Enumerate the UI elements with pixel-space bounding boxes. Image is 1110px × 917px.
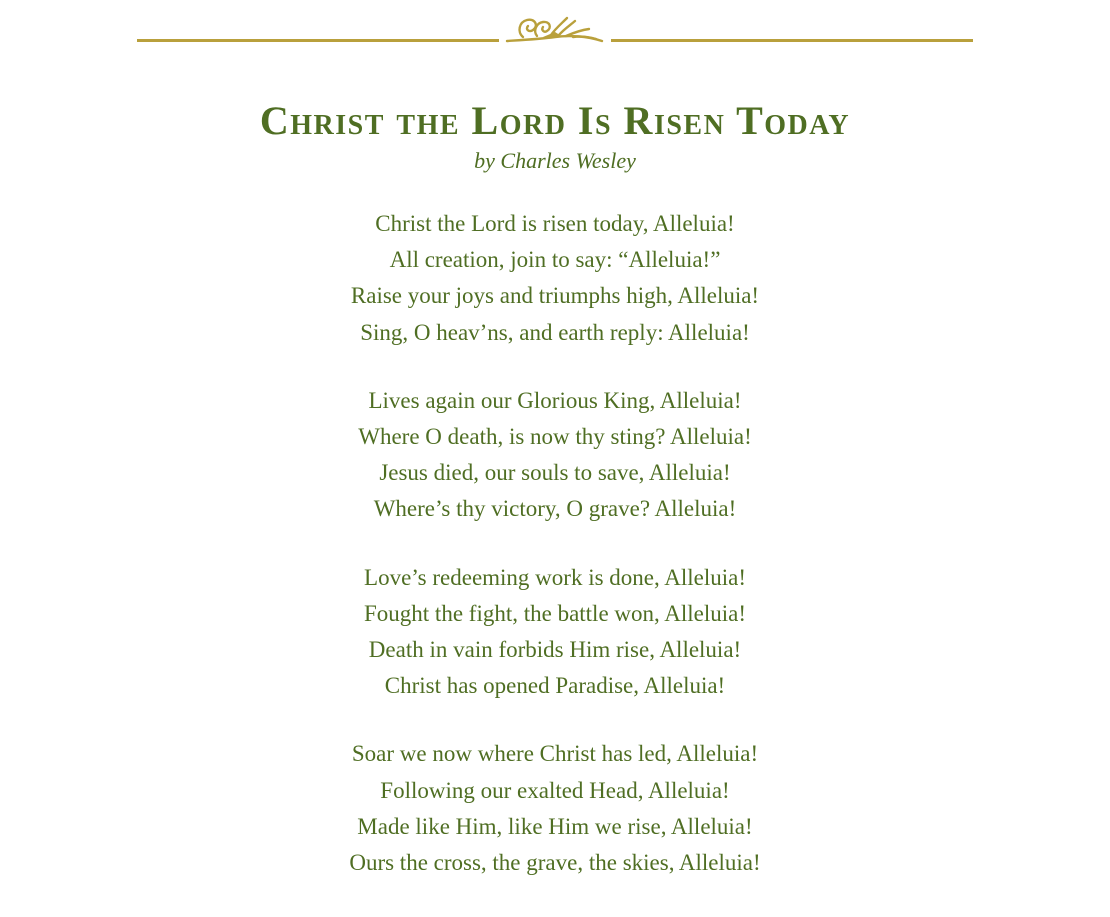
poem-line: Fought the fight, the battle won, Alleluia! (364, 600, 746, 626)
poem-line: Made like Him, like Him we rise, Alleluia! (357, 813, 753, 839)
hymn-title: Christ the Lord Is Risen Today (259, 98, 851, 143)
flourish-ornament-icon (503, 10, 607, 50)
ornament-rule-left (137, 39, 499, 42)
poem-line: Jesus died, our souls to save, Alleluia! (379, 460, 731, 486)
ornament-rule-right (611, 39, 973, 42)
header-ornament (137, 10, 973, 50)
poem-line: Soar we now where Christ has led, Alleluia! (351, 741, 759, 767)
poem-line: Where O death, is now thy sting? Alleluia! (358, 424, 752, 450)
poem-line: All creation, join to say: “Alleluia!” (389, 247, 721, 273)
poem-line: Raise your joys and triumphs high, Alleluia! (350, 283, 760, 309)
hymn-body (0, 206, 1110, 913)
stanza-1 (0, 206, 1110, 351)
stanza-2 (0, 383, 1110, 528)
hymn-byline: by Charles Wesley (474, 148, 636, 173)
poem-line: Christ has opened Paradise, Alleluia! (384, 673, 726, 699)
poem-line: Where’s thy victory, O grave? Alleluia! (373, 496, 737, 522)
stanza-4 (0, 736, 1110, 881)
poem-line: Love’s redeeming work is done, Alleluia! (364, 564, 746, 590)
poem-line: Christ the Lord is risen today, Alleluia! (375, 211, 735, 236)
poem-line: Sing, O heav’ns, and earth reply: Alleluia! (360, 319, 750, 345)
poem-line: Ours the cross, the grave, the skies, Alleluia! (349, 850, 761, 876)
stanza-3 (0, 560, 1110, 705)
poem-line: Lives again our Glorious King, Alleluia! (368, 387, 742, 413)
poem-line: Death in vain forbids Him rise, Alleluia! (368, 637, 742, 663)
poem-line: Following our exalted Head, Alleluia! (380, 777, 730, 803)
